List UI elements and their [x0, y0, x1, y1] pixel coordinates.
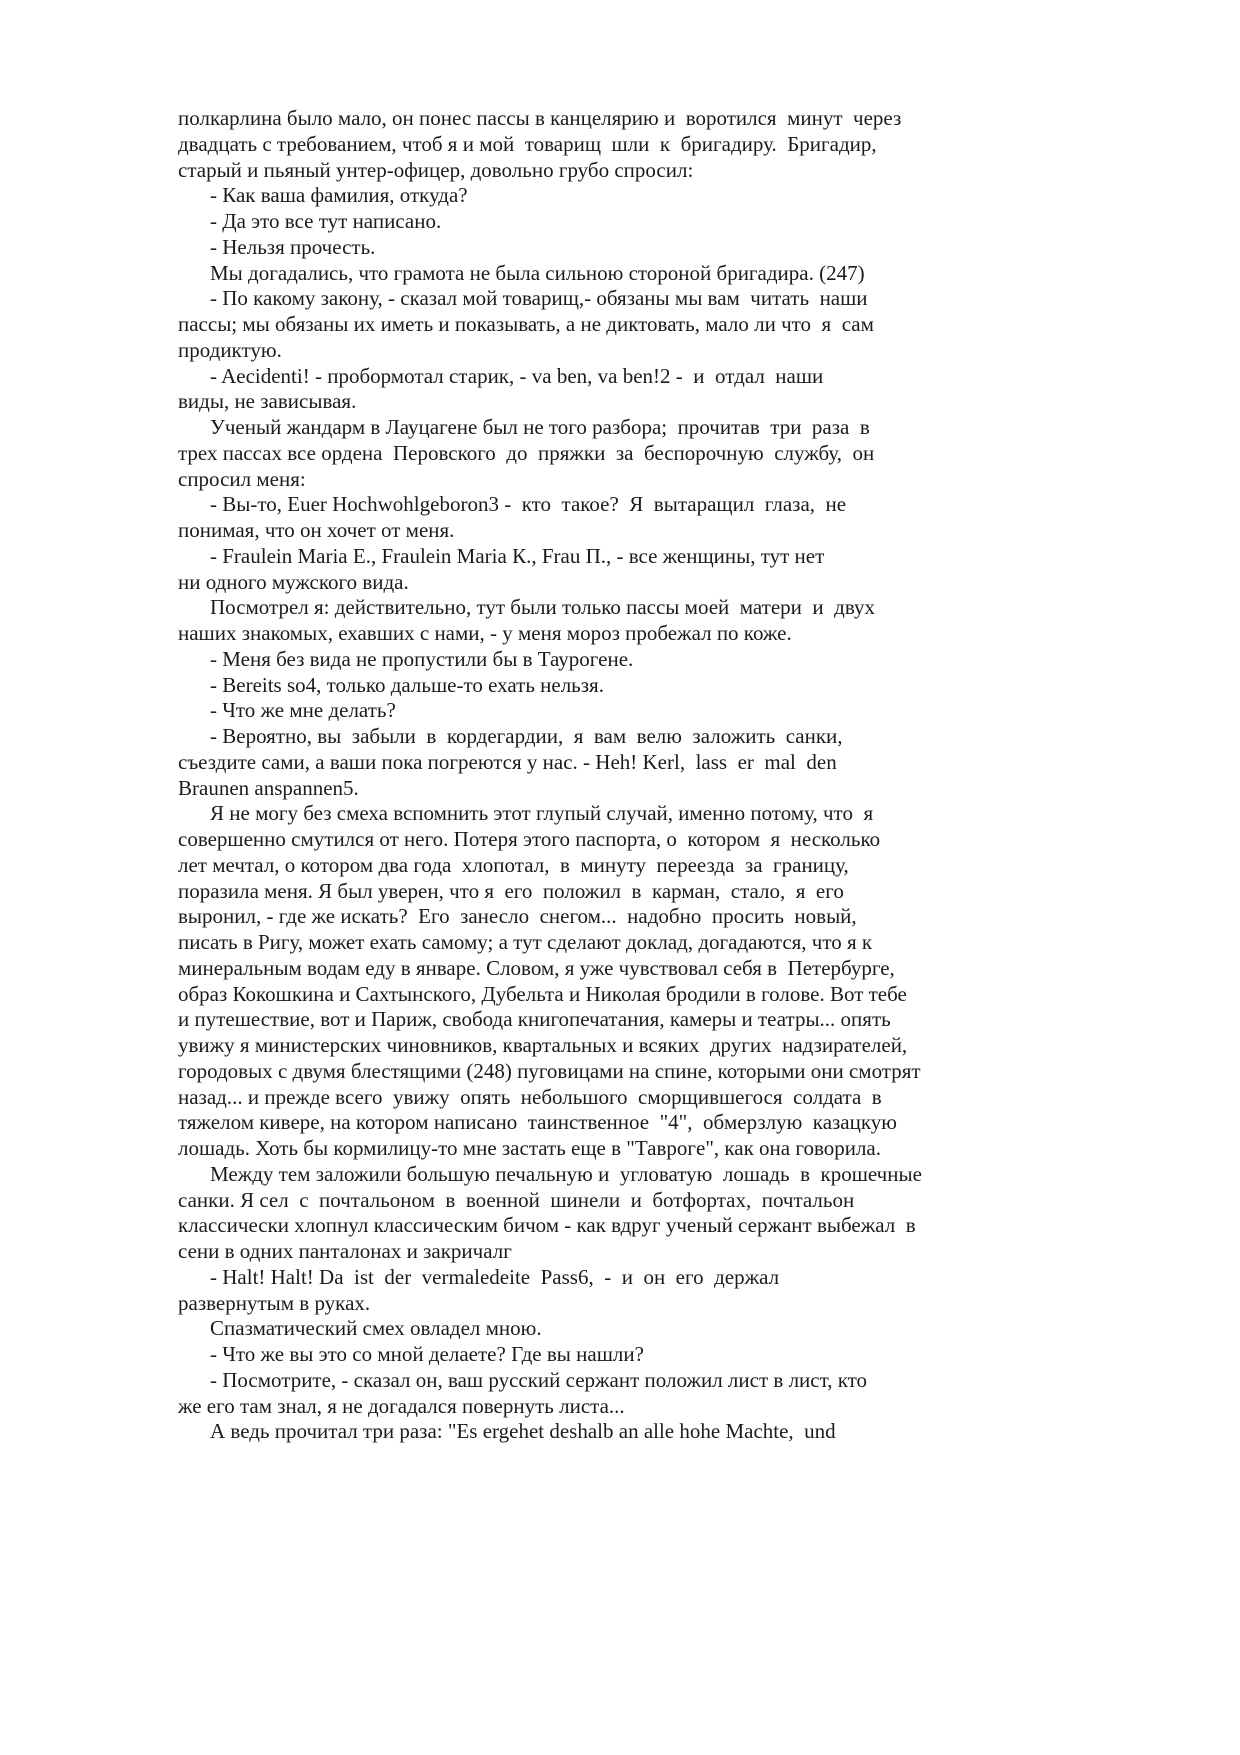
text-line: - Fraulein Maria E., Fraulein Maria К., Frau П., - все женщины, тут нет [210, 544, 825, 568]
text-line: - Вероятно, вы забыли в кордегардии, я вам велю заложить санки, [210, 724, 843, 748]
text-line: выронил, - где же искать? Его занесло снегом... надобно просить новый, [178, 904, 857, 928]
text-line: развернутым в руках. [178, 1291, 371, 1315]
text-line: писать в Ригу, может ехать самому; а тут сделают доклад, догадаются, что я к [178, 930, 873, 954]
text-line: же его там знал, я не догадался повернуть листа... [178, 1394, 625, 1418]
text-line: - Как ваша фамилия, откуда? [210, 183, 468, 207]
text-line: трех пассах все ордена Перовского до пряжки за беспорочную службу, он [178, 441, 875, 465]
text-line: Я не могу без смеха вспомнить этот глупый случай, именно потому, что я [210, 801, 874, 825]
text-line: назад... и прежде всего увижу опять небольшого сморщившегося солдата в [178, 1085, 882, 1109]
text-line: лет мечтал, о котором два года хлопотал, в минуту переезда за границу, [178, 853, 849, 877]
text-line: совершенно смутился от него. Потеря этого паспорта, о котором я несколько [178, 827, 881, 851]
text-line: понимая, что он хочет от меня. [178, 518, 455, 542]
text-line: Ученый жандарм в Лауцагене был не того разбора; прочитав три раза в [210, 415, 870, 439]
text-line: А ведь прочитал три раза: "Es ergehet deshalb an alle hohe Machte, und [210, 1419, 836, 1443]
text-line: спросил меня: [178, 467, 306, 491]
text-line: наших знакомых, ехавших с нами, - у меня мороз пробежал по коже. [178, 621, 792, 645]
text-line: - Нельзя прочесть. [210, 235, 376, 259]
text-line: съездите сами, а ваши пока погреются у нас. - Heh! Kerl, lass er mal den [178, 750, 837, 774]
text-line: лошадь. Хоть бы кормилицу-то мне застать еще в "Таврогe", как она говорила. [178, 1136, 882, 1160]
text-line: - Halt! Halt! Da ist der vermaledeite Pass6, - и он его держал [210, 1265, 780, 1289]
text-line: - Меня без вида не пропустили бы в Таурогене. [210, 647, 634, 671]
text-line: городовых с двумя блестящими (248) пуговицами на спине, которыми они смотрят [178, 1059, 921, 1083]
text-line: минеральным водам еду в январе. Словом, я уже чувствовал себя в Петербурге, [178, 956, 895, 980]
text-line: - Bereits so4, только дальше-то ехать нельзя. [210, 673, 604, 697]
text-line: классически хлопнул классическим бичом - как вдруг ученый сержант выбежал в [178, 1213, 916, 1237]
text-line: - Вы-то, Euer Hochwohlgeboron3 - кто такое? Я вытаращил глаза, не [210, 492, 847, 516]
text-line: Braunen anspannen5. [178, 776, 359, 800]
text-line: поразила меня. Я был уверен, что я его положил в карман, стало, я его [178, 879, 844, 903]
text-line: полкарлина было мало, он понес пассы в канцелярию и воротился минут через [178, 106, 902, 130]
text-line: пассы; мы обязаны их иметь и показывать, а не диктовать, мало ли что я сам [178, 312, 874, 336]
text-line: сени в одних панталонах и закричалг [178, 1239, 512, 1263]
text-line: - Посмотрите, - сказал он, ваш русский сержант положил лист в лист, кто [210, 1368, 868, 1392]
text-line: двадцать с требованием, чтоб я и мой товарищ шли к бригадиру. Бригадир, [178, 132, 877, 156]
text-line: Между тем заложили большую печальную и угловатую лошадь в крошечные [210, 1162, 922, 1186]
text-line: образ Кокошкина и Сахтынского, Дубельта и Николая бродили в голове. Вот тебе [178, 982, 907, 1006]
text-line: - Что же мне делать? [210, 698, 396, 722]
text-line: Спазматический смех овладел мною. [210, 1316, 542, 1340]
text-line: Посмотрел я: действительно, тут были только пассы моей матери и двух [210, 595, 876, 619]
text-line: продиктую. [178, 338, 282, 362]
text-line: тяжелом кивере, на котором написано таинственное "4", обмерзлую казацкую [178, 1110, 897, 1134]
text-line: виды, не зависывая. [178, 389, 357, 413]
text-line: ни одного мужского вида. [178, 570, 409, 594]
text-line: - Aecidenti! - пробормотал старик, - va ben, va ben!2 - и отдал наши [210, 364, 824, 388]
text-line: - Да это все тут написано. [210, 209, 442, 233]
text-line: Мы догадались, что грамота не была сильною стороной бригадира. (247) [210, 261, 865, 285]
text-line: и путешествие, вот и Париж, свобода книгопечатания, камеры и театры... опять [178, 1007, 891, 1031]
text-line: - Что же вы это со мной делаете? Где вы нашли? [210, 1342, 644, 1366]
text-line: санки. Я сел с почтальоном в военной шинели и ботфортах, почтальон [178, 1188, 855, 1212]
text-line: старый и пьяный унтер-офицер, довольно грубо спросил: [178, 158, 694, 182]
text-line: увижу я министерских чиновников, квартальных и всяких других надзирателей, [178, 1033, 908, 1057]
text-line: - По какому закону, - сказал мой товарищ,- обязаны мы вам читать наши [210, 286, 868, 310]
